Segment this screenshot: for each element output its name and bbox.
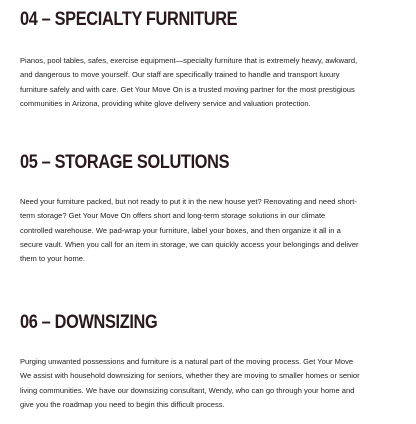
section-storage-solutions xyxy=(20,152,408,266)
paragraph-line: them to your home. xyxy=(20,254,86,264)
paragraph-line: Pianos, pool tables, safes, exercise equipment—specialty furniture that is extremely heavy, awkward, xyxy=(20,56,358,65)
section-paragraph xyxy=(20,195,408,266)
paragraph-line: give you the roadmap you need to begin this difficult process. xyxy=(20,399,225,409)
paragraph-line: We assist with household downsizing for seniors, whether they are moving to smaller homes or senior xyxy=(20,371,360,381)
paragraph-line: furniture safely and with care. Get Your Move On is a trusted moving partner for the most prestigious xyxy=(20,84,355,94)
paragraph-line: Need your furniture packed, but not ready to put it in the new house yet? Renovating and need short- xyxy=(20,197,357,206)
paragraph-line: term storage? Get Your Move On offers short and long-term storage solutions in our climate xyxy=(20,211,326,221)
paragraph-line: communities in Arizona, providing white glove delivery service and valuation protection. xyxy=(20,98,311,108)
paragraph-line: Purging unwanted possessions and furniture is a natural part of the moving process. Get Your Move xyxy=(20,357,354,366)
section-heading: 04 – SPECIALTY FURNITURE xyxy=(20,9,238,30)
paragraph-line: controlled warehouse. We pad-wrap your furniture, label your boxes, and then organize it all in a xyxy=(20,225,341,235)
section-paragraph xyxy=(20,355,408,412)
section-paragraph xyxy=(20,54,408,111)
paragraph-line: living communities. We have our downsizing consultant, Wendy, who can go through your home and xyxy=(20,385,355,395)
section-heading: 05 – STORAGE SOLUTIONS xyxy=(20,152,230,173)
section-specialty-furniture xyxy=(20,9,408,111)
section-downsizing xyxy=(20,312,408,412)
section-heading: 06 – DOWNSIZING xyxy=(20,312,158,333)
paragraph-line: secure vault. When you call for an item in storage, we can quickly access your belongings and deliver xyxy=(20,239,359,249)
paragraph-line: and dangerous to move yourself. Our staff are specifically trained to handle and transport luxury xyxy=(20,70,340,80)
